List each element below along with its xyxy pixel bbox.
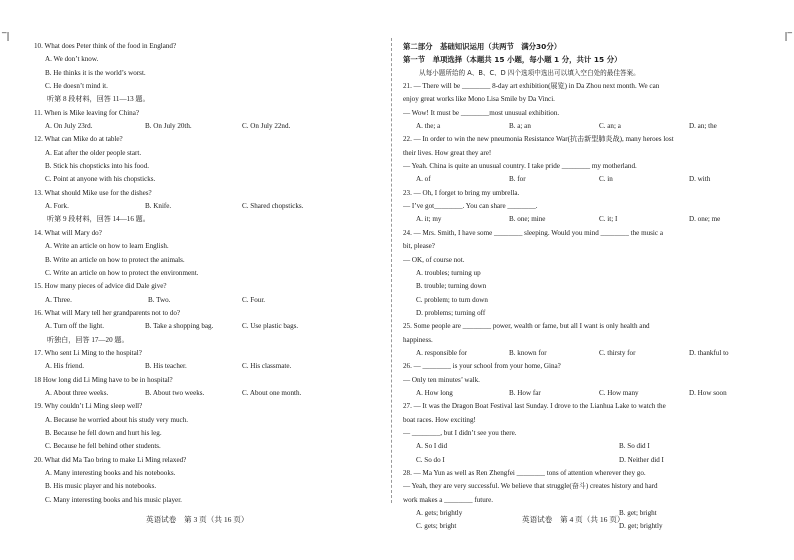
option-b: B. known for: [509, 348, 547, 357]
option-c: C. Four.: [242, 295, 266, 304]
question-11: 11. When is Mike leaving for China?: [34, 108, 140, 117]
question-21-cont: enjoy great works like Mono Lisa Smile by Da Vinci.: [403, 95, 555, 104]
option-c: C. Point at anyone with his chopsticks.: [45, 175, 156, 184]
option-a: A. Turn off the light.: [45, 322, 104, 331]
option-c: C. it; I: [599, 215, 618, 224]
option-b: B. So did I: [619, 442, 650, 451]
question-26-response: — Only ten minutes’ walk.: [403, 375, 480, 384]
option-b: B. He thinks it is the world’s worst.: [45, 68, 146, 77]
listening-note: 听第 8 段材料，回答 11—13 题。: [47, 95, 150, 104]
option-c: C. problem; to turn down: [416, 295, 488, 304]
option-a: A. How long: [416, 388, 453, 397]
option-d: D. How soon: [689, 388, 727, 397]
option-b: B. Stick his chopsticks into his food.: [45, 162, 150, 171]
options-row: [30, 294, 380, 307]
option-a: A. His friend.: [45, 362, 85, 371]
option-a: A. Eat after the older people start.: [45, 148, 142, 157]
page-footer: 英语试卷 第 3 页（共 16 页）: [146, 515, 249, 524]
question-25-cont: happiness.: [403, 335, 433, 344]
question-13: 13. What should Mike use for the dishes?: [34, 188, 152, 197]
listening-note: 听独白，回答 17—20 题。: [47, 335, 129, 344]
option-a: A. Many interesting books and his notebooks.: [45, 469, 176, 477]
option-b: B. Take a shopping bag.: [145, 322, 214, 331]
question-17: 17. Who sent Li Ming to the hospital?: [34, 348, 142, 357]
option-a: A. Fork.: [45, 202, 69, 211]
question-22-response: — Yeah. China is quite an unusual country. I take pride ________ my motherland.: [403, 162, 637, 171]
option-a: A. On July 23rd.: [45, 122, 93, 131]
listening-note: 听第 9 段材料，回答 14—16 题。: [47, 215, 150, 224]
option-a: A. the; a: [416, 122, 441, 131]
question-20: 20. What did Ma Tao bring to make Li Ming relaxed?: [34, 455, 187, 464]
option-b: B. trouble; turning down: [416, 282, 487, 291]
option-b: B. Two.: [148, 295, 171, 304]
crop-mark-right: |‾: [784, 32, 792, 42]
options-row: [403, 454, 771, 467]
option-a: A. Three.: [45, 295, 72, 304]
option-c: C. So do I: [416, 455, 445, 464]
option-a: A. of: [416, 175, 431, 184]
option-a: A. responsible for: [416, 348, 468, 357]
option-c: C. Many interesting books and his music player.: [45, 495, 182, 504]
option-a: A. Write an article on how to learn English.: [45, 242, 169, 251]
question-24: 24. — Mrs. Smith, I have some ________ sleeping. Would you mind ________ the music a: [403, 228, 663, 237]
part-heading: 第二部分 基础知识运用（共两节 满分30分）: [403, 42, 562, 51]
question-26: 26. — ________ is your school from your home, Gina?: [403, 362, 561, 371]
options-row: [30, 320, 380, 333]
option-b: B. Knife.: [145, 202, 172, 211]
option-c: C. How many: [599, 388, 639, 397]
options-row: [403, 387, 771, 400]
option-b: B. one; mine: [509, 215, 546, 224]
question-15: 15. How many pieces of advice did Dale give?: [34, 282, 167, 291]
options-row: [403, 440, 771, 453]
option-d: D. Neither did I: [619, 455, 664, 464]
option-b: B. About two weeks.: [145, 388, 205, 397]
page-divider: [391, 38, 392, 503]
page-3-column: [30, 40, 380, 507]
question-22-cont: their lives. How great they are!: [403, 148, 492, 157]
option-b: B. His teacher.: [145, 362, 187, 371]
question-16: 16. What will Mary tell her grandparents not to do?: [34, 308, 181, 317]
option-c: C. gets; bright: [416, 522, 457, 531]
option-c: C. He doesn’t mind it.: [45, 82, 108, 91]
section-heading: 第一节 单项选择（本题共 15 小题，每小题 1 分，共计 15 分）: [403, 55, 622, 65]
option-c: C. His classmate.: [242, 362, 292, 371]
question-21: 21. — There will be ________ 8-day art exhibition(展览) in Da Zhou next month. We can: [403, 82, 660, 91]
question-28-cont: work makes a ________ future.: [403, 495, 494, 504]
option-c: C. Because he fell behind other students.: [45, 442, 161, 451]
option-a: A. We don’t know.: [45, 55, 99, 64]
option-d: D. problems; turning off: [416, 308, 486, 317]
page-footer: 英语试卷 第 4 页（共 16 页）: [522, 515, 625, 524]
option-a: A. So I did: [416, 442, 448, 451]
options-row: [403, 213, 771, 226]
options-row: [403, 120, 771, 133]
option-c: C. in: [599, 175, 613, 184]
question-12: 12. What can Mike do at table?: [34, 135, 123, 144]
options-row: [30, 360, 380, 373]
option-c: C. an; a: [599, 122, 621, 131]
option-b: B. His music player and his notebooks.: [45, 482, 157, 491]
option-a: A. Because he worried about his study very much.: [45, 415, 189, 424]
question-22: 22. — In order to win the new pneumonia Resistance War(抗击新型肺炎战), many heroes lost: [403, 135, 674, 144]
question-27: 27. — It was the Dragon Boat Festival last Sunday. I drove to the Lianhua Lake to watch the: [403, 402, 666, 411]
page-4-column: [403, 40, 771, 534]
option-b: B. Write an article on how to protect the animals.: [45, 255, 185, 264]
options-row: [403, 347, 771, 360]
option-b: B. a; an: [509, 122, 531, 131]
question-28-response: — Yeah, they are very successful. We believe that struggle(奋斗) creates history and hard: [403, 482, 658, 491]
question-27-response: — ________, but I didn’t see you there.: [403, 428, 517, 437]
question-27-cont: boat races. How exciting!: [403, 415, 476, 424]
question-24-cont: bit, please?: [403, 242, 435, 251]
question-18: 18 How long did Li Ming have to be in hospital?: [34, 375, 173, 384]
option-a: A. it; my: [416, 215, 442, 224]
question-14: 14. What will Mary do?: [34, 228, 102, 237]
options-row: [30, 120, 380, 133]
option-d: D. thankful to: [689, 348, 729, 357]
option-a: A. About three weeks.: [45, 388, 109, 397]
option-c: C. Write an article on how to protect the environment.: [45, 268, 199, 277]
option-b: B. Because he fell down and hurt his leg.: [45, 428, 162, 437]
option-c: C. About one month.: [242, 388, 302, 397]
option-d: D. get; brightly: [619, 522, 663, 531]
option-b: B. How far: [509, 388, 541, 397]
option-d: D. with: [689, 175, 711, 184]
question-28: 28. — Ma Yun as well as Ren Zhengfei ________ tons of attention wherever they go.: [403, 469, 646, 477]
question-24-response: — OK, of course not.: [403, 255, 465, 264]
option-b: B. get; bright: [619, 509, 657, 518]
option-a: A. gets; brightly: [416, 509, 463, 518]
option-d: D. an; the: [689, 122, 717, 131]
question-25: 25. Some people are ________ power, wealth or fame, but all I want is only health and: [403, 322, 650, 331]
option-c: C. Use plastic bags.: [242, 322, 299, 331]
question-10: 10. What does Peter think of the food in England?: [34, 42, 177, 50]
option-c: C. thirsty for: [599, 348, 636, 357]
crop-mark-left: ‾|: [2, 32, 10, 42]
option-c: C. Shared chopsticks.: [242, 202, 304, 211]
question-23: 23. — Oh, I forget to bring my umbrella.: [403, 188, 520, 197]
instruction-text: 从每小题所给的 A、B、C、D 四个选项中选出可以填入空白处的最佳答案。: [419, 68, 640, 77]
question-21-response: — Wow! It must be ________most unusual exhibition.: [403, 108, 560, 117]
option-d: D. one; me: [689, 215, 721, 224]
option-c: C. On July 22nd.: [242, 122, 291, 131]
options-row: [30, 200, 380, 213]
options-row: [30, 387, 380, 400]
question-23-response: — I’ve got________. You can share ________.: [403, 202, 538, 211]
option-a: A. troubles; turning up: [416, 268, 481, 277]
options-row: [403, 173, 771, 186]
option-b: B. for: [509, 175, 526, 184]
option-b: B. On July 20th.: [145, 122, 192, 131]
question-19: 19. Why couldn’t Li Ming sleep well?: [34, 402, 143, 411]
